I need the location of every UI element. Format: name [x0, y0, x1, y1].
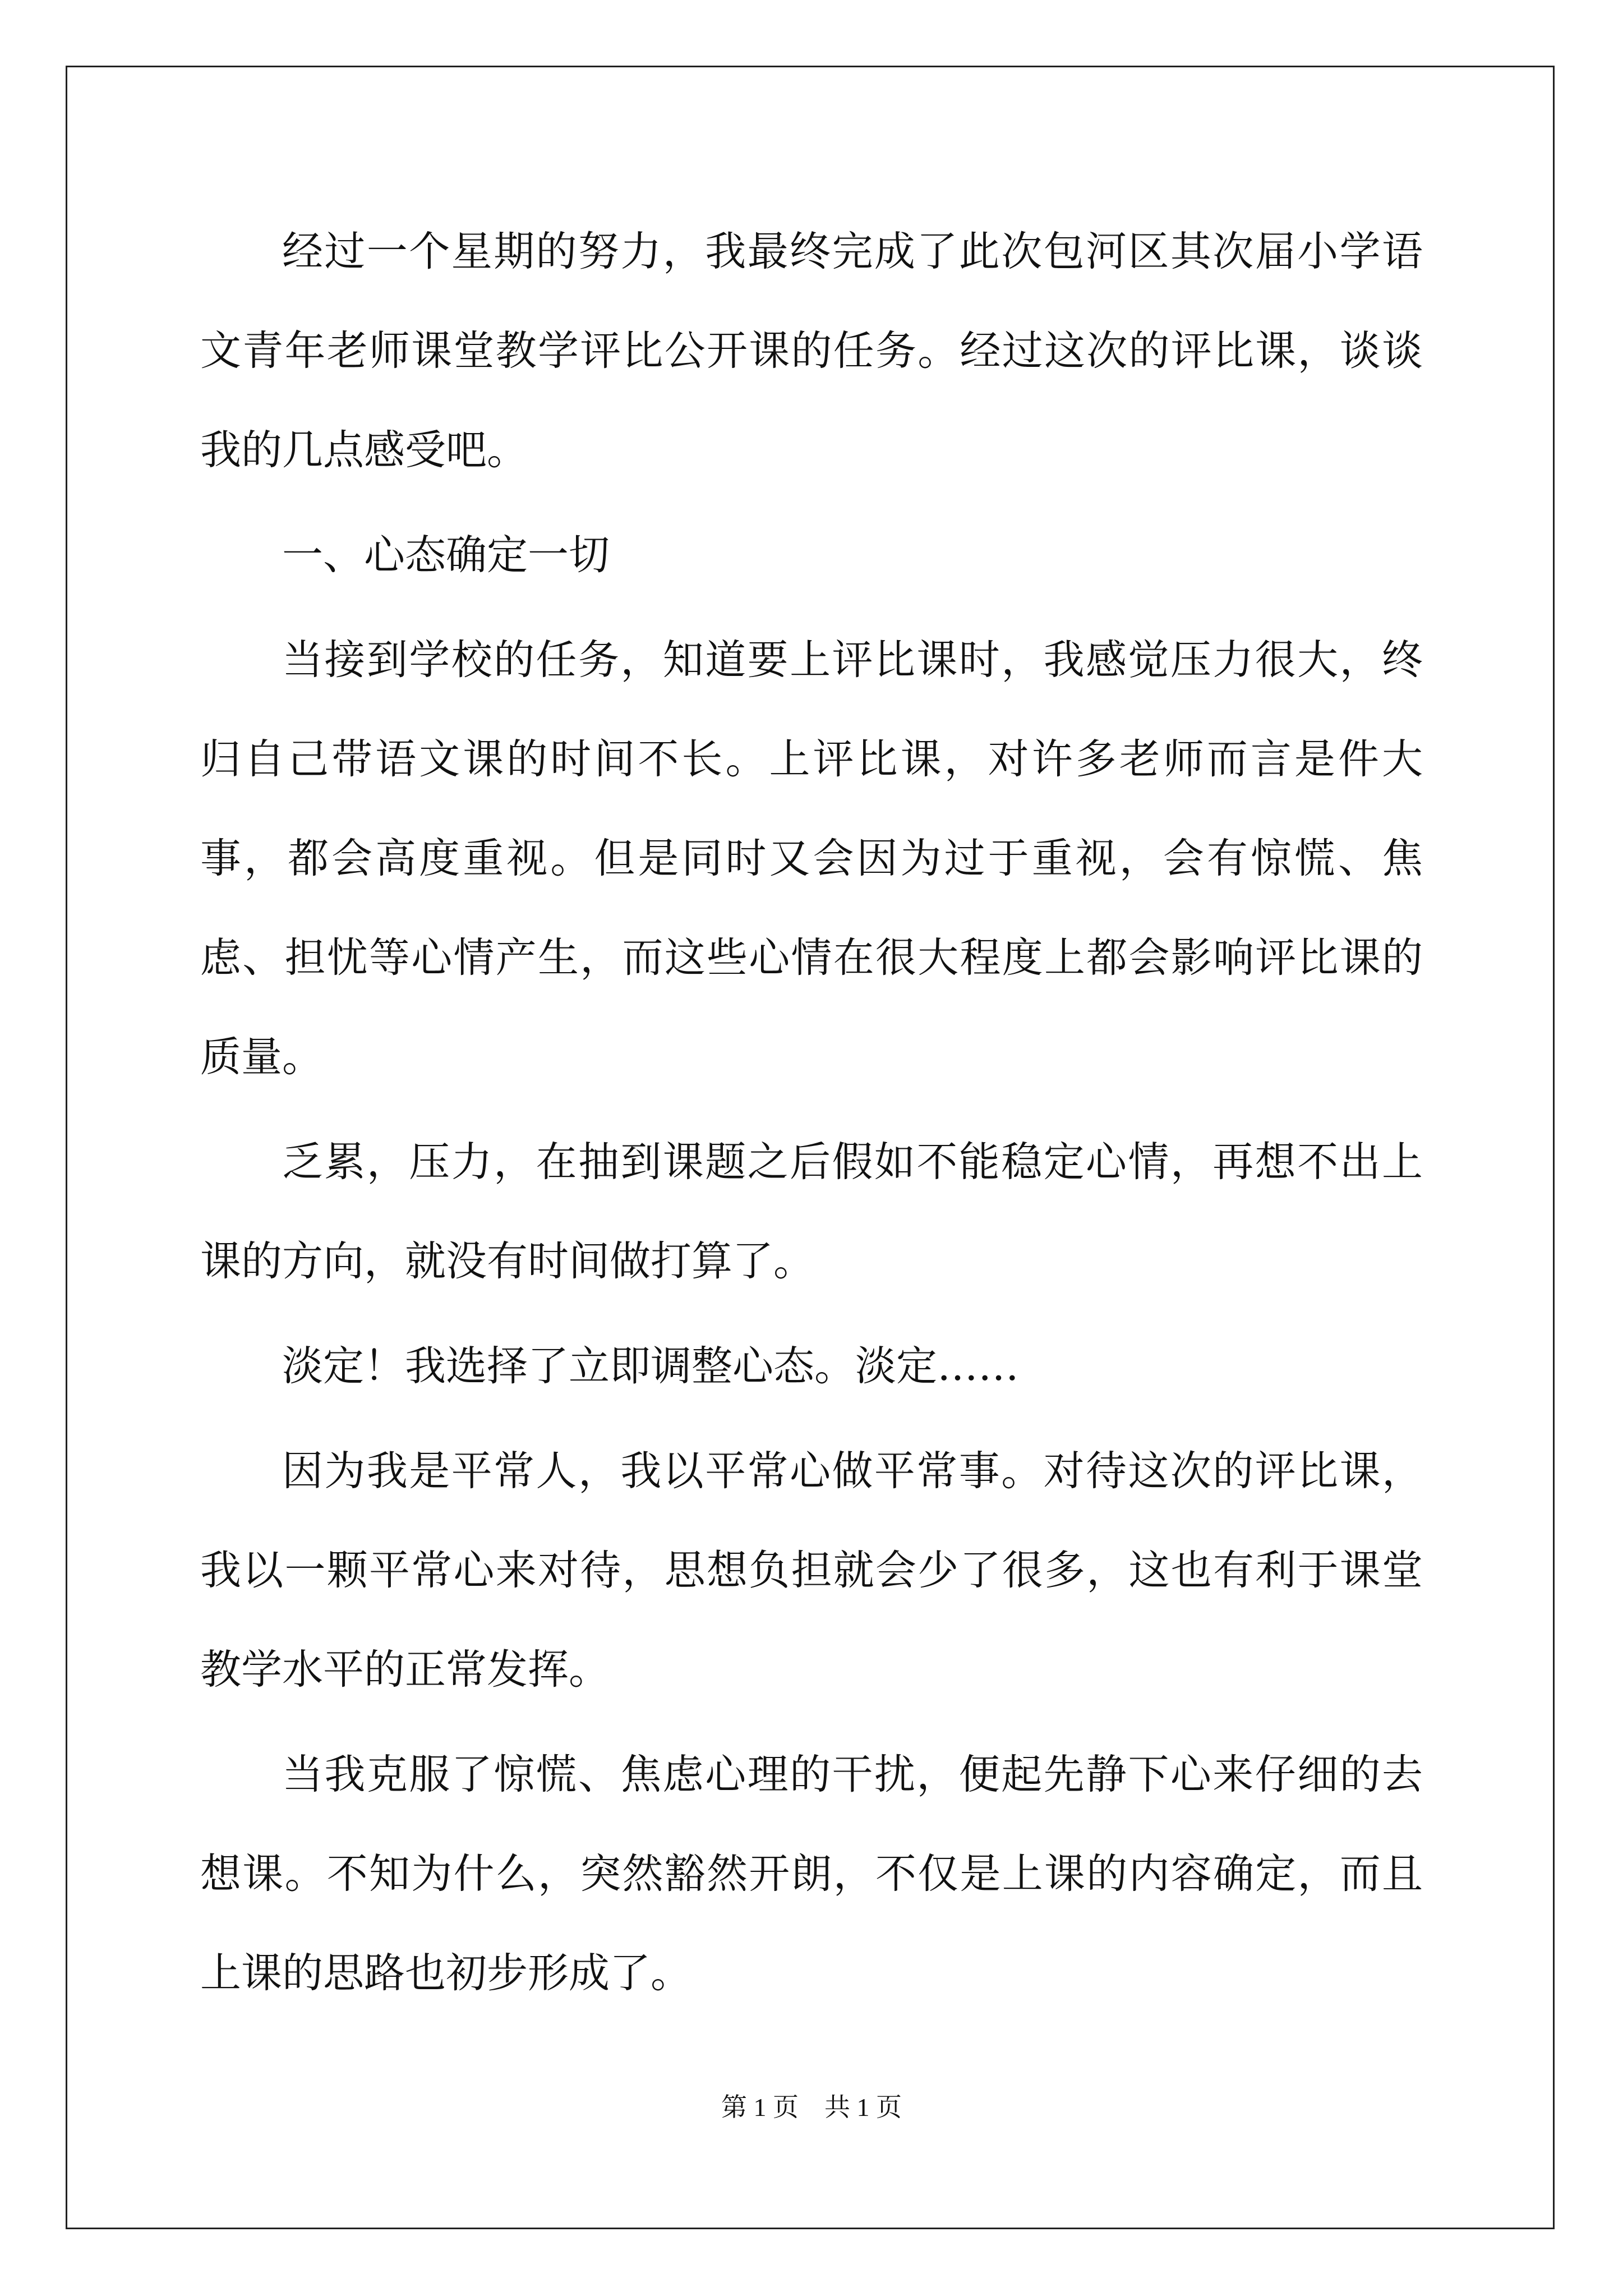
paragraph-intro: 经过一个星期的努力，我最终完成了此次包河区其次届小学语文青年老师课堂教学评比公开课的任务。经过这次的评比课，谈谈我的几点感受吧。: [200, 228, 1423, 474]
paragraph-calm: 淡定！我选择了立即调整心态。淡定……: [282, 1342, 1019, 1390]
document-body: [200, 202, 1423, 2028]
paragraph-pressure: 当接到学校的任务，知道要上评比课时，我感觉压力很大，终归自己带语文课的时间不长。上评比课，对许多老师而言是件大事，都会高度重视。但是同时又会因为过于重视，会有惊慌、焦虑、担忧等心情产生，而这些心情在很大程度上都会影响评比课的质量。: [200, 636, 1423, 1081]
page-number-footer: 第 1 页 共 1 页: [721, 2093, 902, 2122]
section-heading: 一、心态确定一切: [282, 531, 610, 579]
paragraph-lesson-idea: 当我克服了惊慌、焦虑心理的干扰，便起先静下心来仔细的去想课。不知为什么，突然豁然开朗，不仅是上课的内容确定，而且上课的思路也初步形成了。: [200, 1751, 1423, 1997]
paragraph-ordinary-mind: 因为我是平常人，我以平常心做平常事。对待这次的评比课，我以一颗平常心来对待，思想负担就会少了很多，这也有利于课堂教学水平的正常发挥。: [200, 1447, 1423, 1694]
paragraph-fatigue: 乏累，压力，在抽到课题之后假如不能稳定心情，再想不出上课的方向，就没有时间做打算了。: [200, 1138, 1423, 1285]
